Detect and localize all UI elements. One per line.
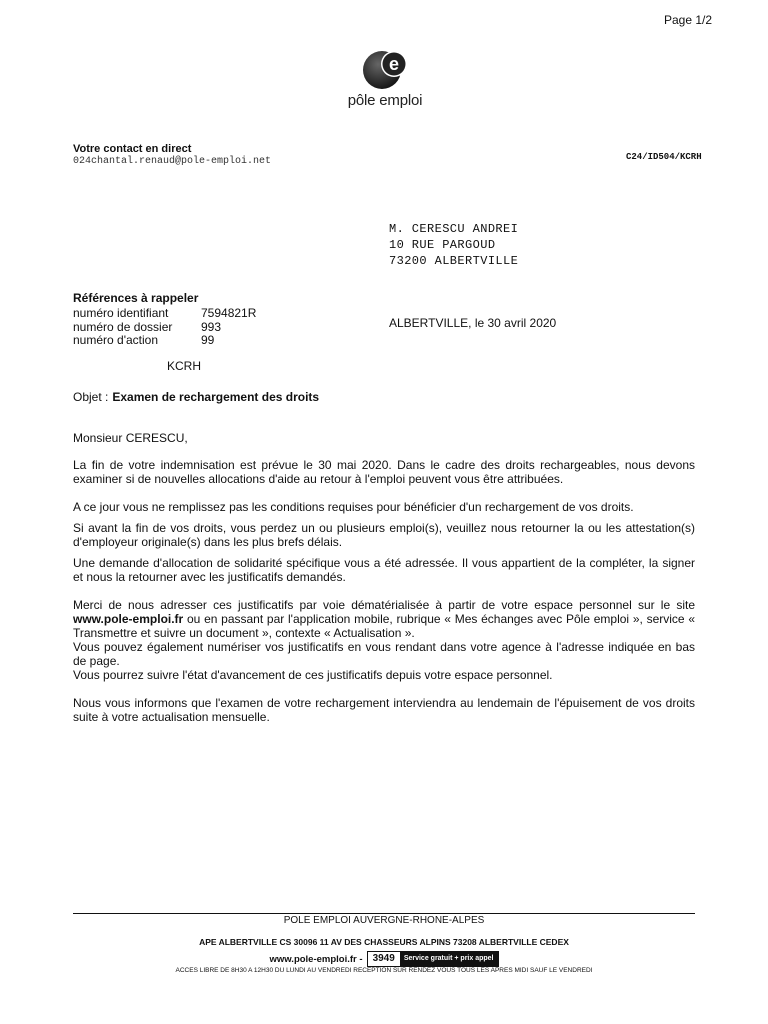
footer-divider [73,913,695,914]
reference-row [73,306,373,320]
contact-title: Votre contact en direct [73,143,192,155]
page-number: Page 1/2 [664,13,713,27]
phone-number: 3949 [368,952,400,966]
reference-value: 7594821R [201,306,257,320]
paragraph-conditions: A ce jour vous ne remplissez pas les conditions requises pour bénéficier d'un rechargement de vos droits. [73,500,634,514]
reference-value: 99 [201,333,215,347]
footer-hours: ACCES LIBRE DE 8H30 A 12H30 DU LUNDI AU VENDREDI RECEPTION SUR RENDEZ VOUS TOUS LES APRES MIDI SAUF LE VENDREDI [175,967,593,974]
logo-brand-text: pôle emploi [347,92,423,109]
footer-agency-address: APE ALBERTVILLE CS 30096 11 AV DES CHASSEURS ALPINS 73208 ALBERTVILLE CEDEX [199,937,569,947]
contact-email: 024chantal.renaud@pole-emploi.net [73,156,272,167]
footer-region: POLE EMPLOI AUVERGNE-RHONE-ALPES [283,915,485,926]
paragraph-justificatifs [73,598,695,640]
place-date: ALBERTVILLE, le 30 avril 2020 [389,316,557,330]
phone-badge [367,951,499,967]
footer-website[interactable]: www.pole-emploi.fr - [269,953,363,965]
paragraph-numeriser: Vous pouvez également numériser vos justificatifs en vous rendant dans votre agence à l'adresse indiquée en bas de page. [73,640,695,668]
reference-row [73,333,373,347]
paragraph-examen: Nous vous informons que l'examen de votre rechargement interviendra au lendemain de l'épuisement de vos droits suite à votre actualisation mensuelle. [73,696,695,724]
recipient-city: 73200 ALBERTVILLE [389,254,519,268]
pole-emploi-logo-icon [340,40,430,92]
subject-text: Examen de rechargement des droits [112,390,320,404]
paragraph-suivi: Vous pourrez suivre l'état d'avancement de ces justificatifs depuis votre espace personnel. [73,668,553,682]
reference-label: numéro identifiant [73,306,169,320]
agent-code: KCRH [167,359,202,373]
document-reference-code: C24/ID504/KCRH [626,152,702,162]
reference-value: 993 [201,320,222,334]
recipient-name: M. CERESCU ANDREI [389,222,519,236]
pole-emploi-logo [340,40,430,120]
phone-service-note: Service gratuit + prix appel [400,952,498,966]
website-link[interactable]: www.pole-emploi.fr [73,612,184,626]
references-title: Références à rappeler [73,291,199,305]
footer-contact [73,951,695,967]
reference-row [73,320,373,334]
recipient-street: 10 RUE PARGOUD [389,238,496,252]
justificatifs-text-start: Merci de nous adresser ces justificatifs par voie dématérialisée à partir de votre espace personnel sur le site [73,598,695,612]
paragraph-indemnisation: La fin de votre indemnisation est prévue le 30 mai 2020. Dans le cadre des droits rechargeables, nous devons examiner si de nouvelles allocations d'aide au retour à l'emploi peuvent vous être attribuées. [73,458,695,486]
subject-label: Objet : [73,390,109,404]
justificatifs-text-end: ou en passant par l'application mobile, rubrique « Mes échanges avec Pôle emploi », service « Transmettre et suivre un document », contexte « Actualisation ». [73,612,695,640]
logo-letter: e [388,54,400,74]
paragraph-solidarite: Une demande d'allocation de solidarité spécifique vous a été adressée. Il vous appartient de la compléter, la signer et nous la retourner avec les justificatifs demandés. [73,556,695,584]
subject-line [73,390,319,404]
paragraph-attestation: Si avant la fin de vos droits, vous perdez un ou plusieurs emploi(s), veuillez nous retourner la ou les attestation(s) d'employeur originale(s) dans les plus brefs délais. [73,521,695,549]
reference-label: numéro d'action [73,333,159,347]
reference-label: numéro de dossier [73,320,173,334]
salutation: Monsieur CERESCU, [73,431,188,445]
